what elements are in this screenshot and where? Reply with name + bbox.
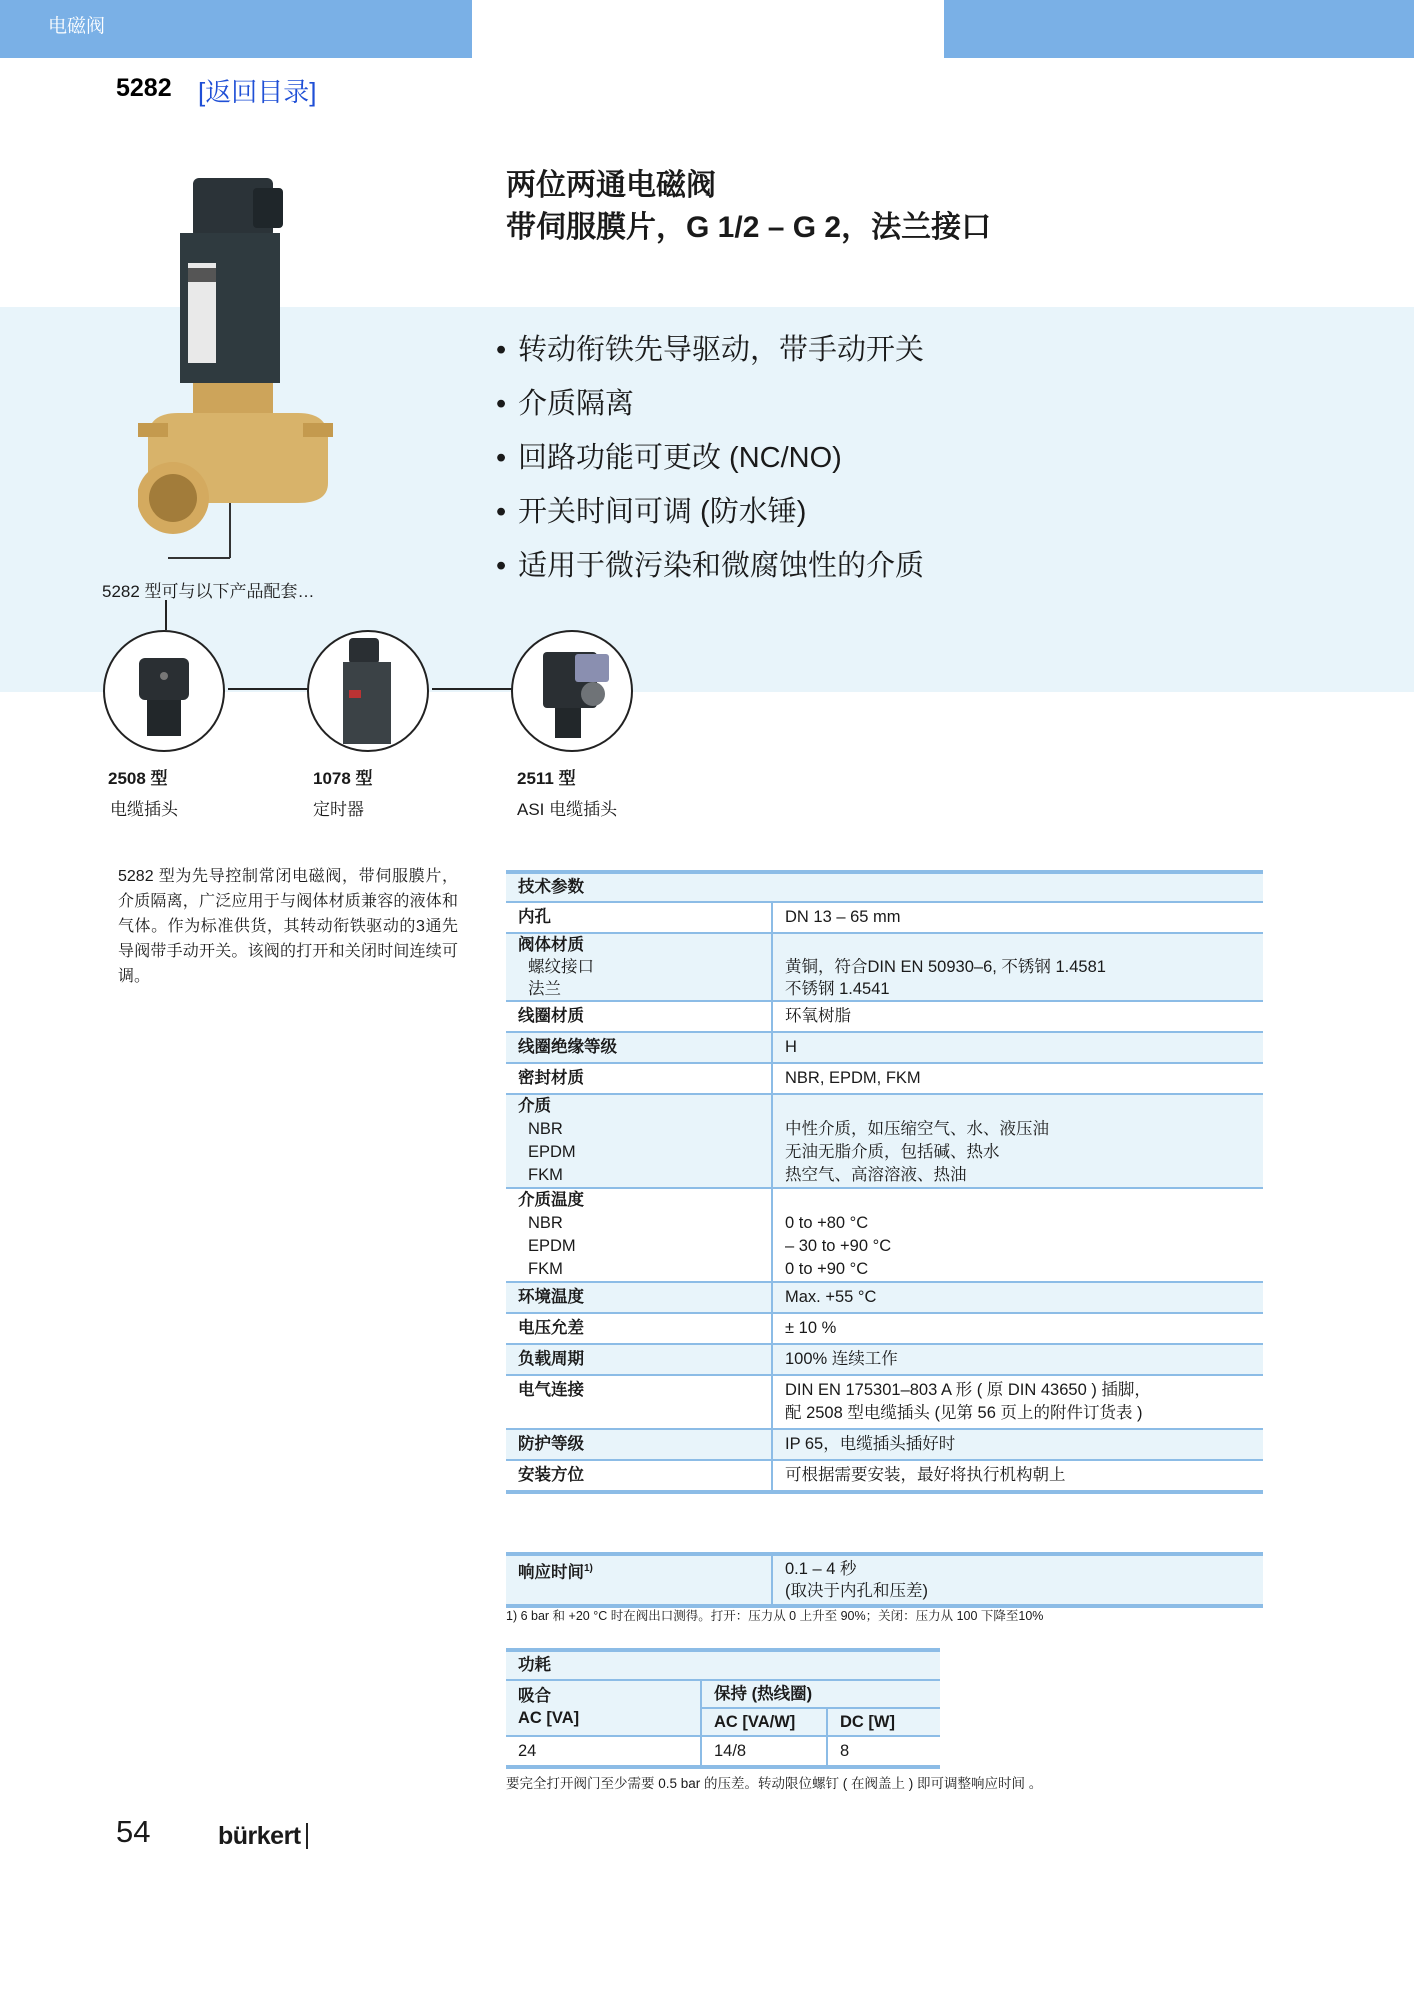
accessory-1078-image [307, 630, 429, 752]
brand-logo: bürkert [218, 1822, 301, 1850]
accessory-2508-image [103, 630, 225, 752]
feature-item: • 转动衔铁先导驱动，带手动开关 [496, 334, 925, 366]
spec-label: 线圈绝缘等级 [506, 1032, 772, 1063]
spec-value-group: 黄铜，符合DIN EN 50930–6, 不锈钢 1.4581 不锈钢 1.4541 [772, 933, 1263, 1001]
compatible-label: 5282 型可与以下产品配套… [102, 582, 315, 601]
brand-divider [306, 1823, 308, 1849]
hold-dc-unit: DC [W] [827, 1708, 940, 1736]
spec-value-group: 0 to +80 °C – 30 to +90 °C 0 to +90 °C [772, 1188, 1263, 1282]
spec-value: H [772, 1032, 1263, 1063]
spec-value: 100% 连续工作 [772, 1344, 1263, 1375]
accessory-name: 电缆插头 [110, 800, 178, 819]
spec-value-group: 中性介质，如压缩空气、水、液压油 无油无脂介质，包括碱、热水 热空气、高溶溶液、热油 [772, 1094, 1263, 1188]
power-table [506, 1648, 940, 1769]
spec-label-group: 阀体材质 螺纹接口 法兰 [506, 933, 772, 1001]
spec-label: 电压允差 [506, 1313, 772, 1344]
cable-plug-icon [105, 632, 223, 750]
spec-value: DN 13 – 65 mm [772, 902, 1263, 933]
response-time-table [506, 1552, 1263, 1608]
valve-product-image [138, 168, 338, 588]
power-header: 功耗 [506, 1650, 940, 1680]
accessory-model: 2511 型 [517, 769, 576, 788]
back-to-contents-link[interactable]: [返回目录] [198, 77, 317, 107]
spec-label: 环境温度 [506, 1282, 772, 1313]
page-title: 两位两通电磁阀 [506, 169, 716, 202]
power-note: 要完全打开阀门至少需要 0.5 bar 的压差。转动限位螺钉 ( 在阀盖上 ) 即可调整响应时间 。 [506, 1776, 1043, 1791]
feature-item: • 介质隔离 [496, 388, 635, 420]
spec-label: 安装方位 [506, 1460, 772, 1492]
spec-value: Max. +55 °C [772, 1282, 1263, 1313]
spec-value: NBR, EPDM, FKM [772, 1063, 1263, 1094]
accessory-name: ASI 电缆插头 [517, 800, 618, 819]
inrush-value: 24 [506, 1736, 701, 1767]
spec-header: 技术参数 [506, 872, 1263, 902]
section-label: 电磁阀 [48, 16, 106, 37]
header-bar-right [944, 0, 1414, 58]
spec-label-group: 介质温度 NBR EPDM FKM [506, 1188, 772, 1282]
page-subtitle: 带伺服膜片，G 1/2 – G 2，法兰接口 [506, 211, 992, 244]
feature-item: • 开关时间可调 (防水锤) [496, 496, 807, 528]
page-number: 54 [116, 1814, 151, 1849]
spec-value: IP 65，电缆插头插好时 [772, 1429, 1263, 1460]
spec-label: 响应时间$^{1)}$ [506, 1554, 772, 1606]
hold-ac-unit: AC [VA/W] [701, 1708, 827, 1736]
spec-label-group: 介质 NBR EPDM FKM [506, 1094, 772, 1188]
spec-value-group: 0.1 – 4 秒 (取决于内孔和压差) [772, 1554, 1263, 1606]
spec-label: 电气连接 [506, 1375, 772, 1429]
hold-dc-value: 8 [827, 1736, 940, 1767]
spec-value: 可根据需要安装，最好将执行机构朝上 [772, 1460, 1263, 1492]
spec-value: 环氧树脂 [772, 1001, 1263, 1032]
spec-value: ± 10 % [772, 1313, 1263, 1344]
spec-label: 线圈材质 [506, 1001, 772, 1032]
timer-icon [309, 632, 427, 750]
accessory-name: 定时器 [313, 800, 364, 819]
feature-list [496, 323, 924, 593]
spec-value-group: DIN EN 175301–803 A 形 ( 原 DIN 43650 ) 插脚， 配 2508 型电缆插头 (见第 56 页上的附件订货表 ) [772, 1375, 1263, 1429]
model-number: 5282 [116, 74, 172, 102]
accessory-model: 1078 型 [313, 769, 373, 788]
response-footnote: 1) 6 bar 和 +20 °C 时在阀出口测得。打开：压力从 0 上升至 90%；关闭：压力从 100 下降至10% [506, 1609, 1044, 1623]
spec-label: 密封材质 [506, 1063, 772, 1094]
feature-item: • 回路功能可更改 (NC/NO) [496, 442, 842, 474]
accessory-model: 2508 型 [108, 769, 168, 788]
spec-label: 防护等级 [506, 1429, 772, 1460]
inrush-header: 吸合 AC [VA] [506, 1680, 701, 1736]
spec-label: 内孔 [506, 902, 772, 933]
hold-ac-value: 14/8 [701, 1736, 827, 1767]
accessory-2511-image [511, 630, 633, 752]
product-description: 5282 型为先导控制常闭电磁阀，带伺服膜片，介质隔离，广泛应用于与阀体材质兼容的液体和气体。作为标准供货，其转动衔铁驱动的3通先导阀带手动开关。该阀的打开和关闭时间连续可调。 [118, 868, 458, 985]
feature-item: • 适用于微污染和微腐蚀性的介质 [496, 550, 925, 582]
asi-plug-icon [513, 632, 631, 750]
spec-label: 负载周期 [506, 1344, 772, 1375]
hold-header: 保持 (热线圈) [701, 1680, 940, 1708]
spec-table [506, 870, 1263, 1494]
